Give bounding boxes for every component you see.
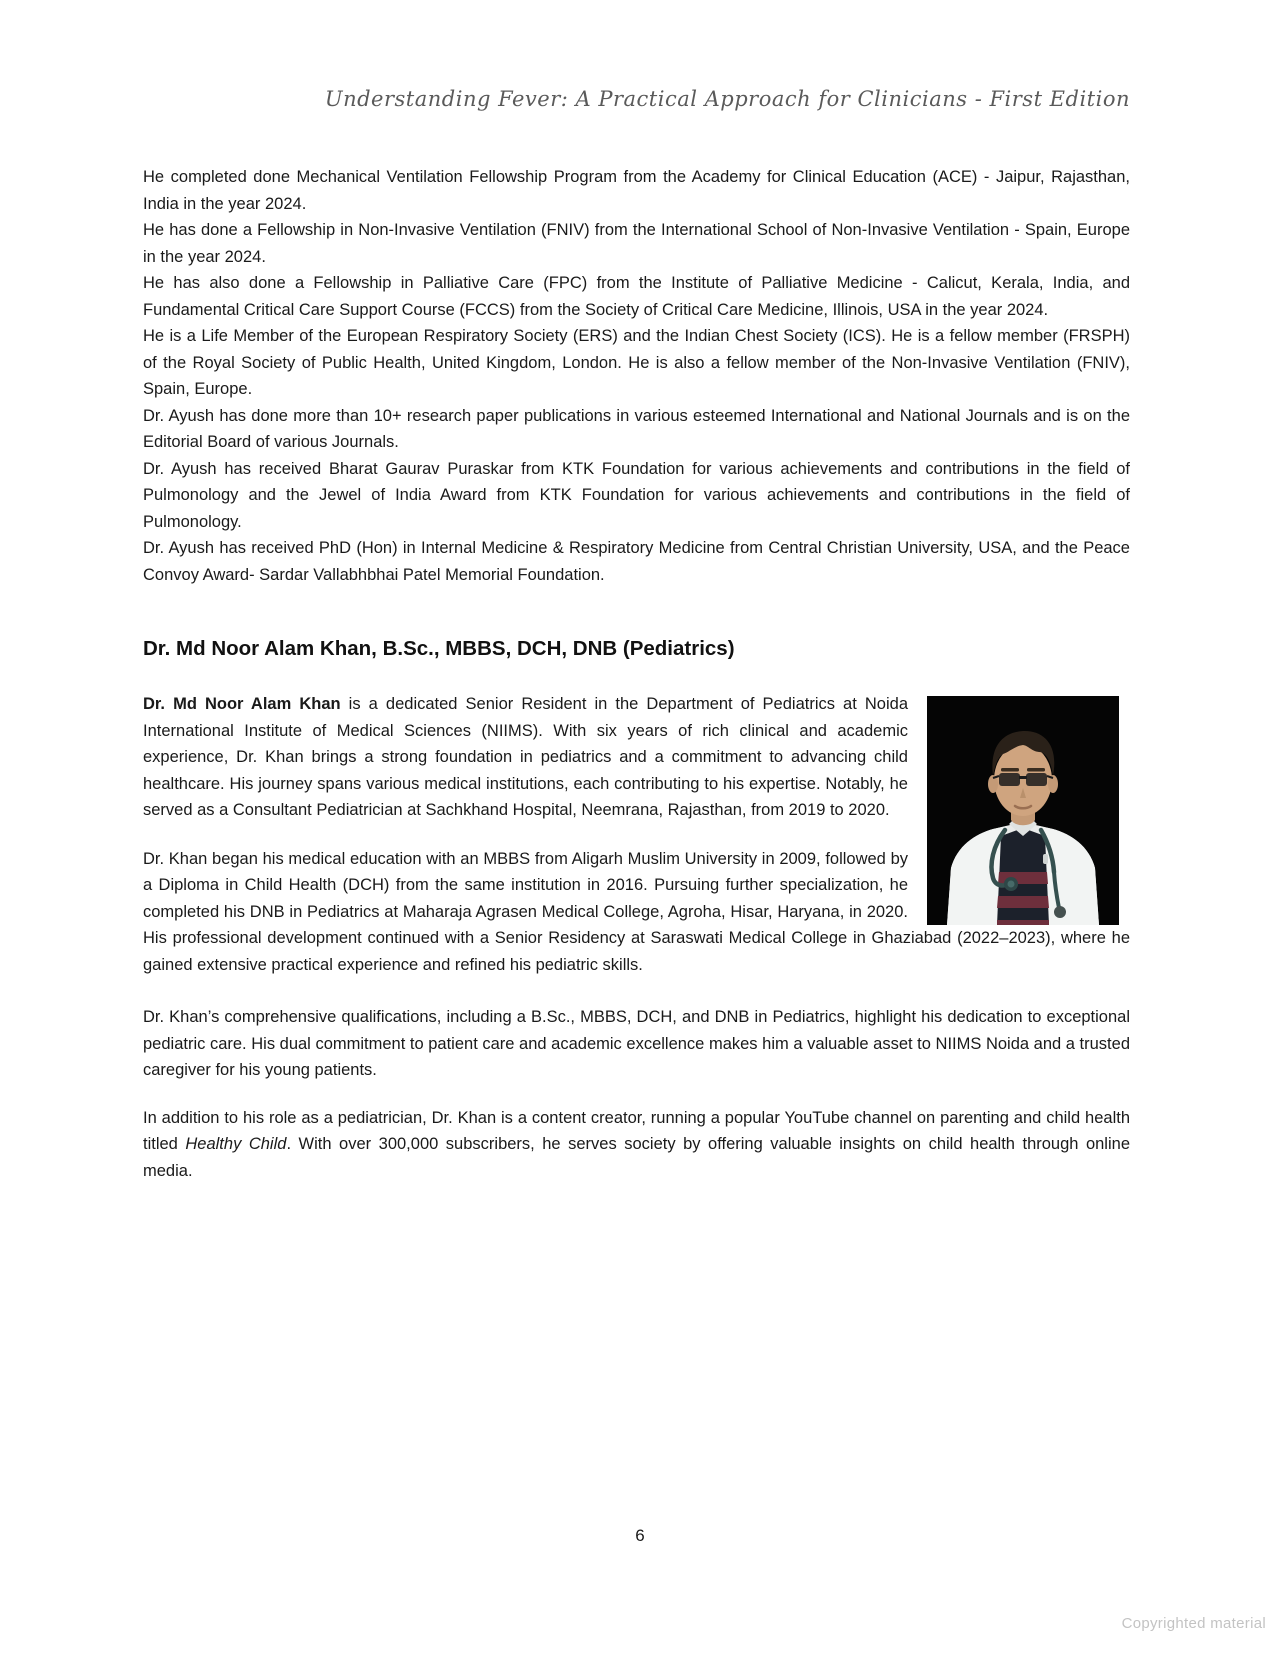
section-heading-dr-khan: Dr. Md Noor Alam Khan, B.Sc., MBBS, DCH, DNB (Pediatrics) — [143, 637, 735, 660]
youtube-channel-title: Healthy Child — [185, 1135, 287, 1153]
paragraph: Dr. Ayush has done more than 10+ research paper publications in various esteemed International and National Journals and is on the Editorial Board of various Journals. — [143, 406, 1130, 451]
bio-khan-paragraph-2: Dr. Khan began his medical education with an MBBS from Aligarh Muslim University in 2009, followed by a Diploma in Child Health (DCH) from the same institution in 2016. Pursuing further specialization, he completed his DNB in Pediatrics at Maharaja Agrasen Medical College, Agroha, Hisar, Haryana, in 2020. His professional development continued with a Senior Residency at Saraswati Medical College in Ghaziabad (2022–2023), where he gained extensive practical experience and refined his pediatric skills. — [143, 849, 1130, 974]
bio-khan-paragraph-3: Dr. Khan’s comprehensive qualifications, including a B.Sc., MBBS, DCH, and DNB in Pediatrics, highlight his dedication to exceptional pediatric care. His dual commitment to patient care and academic excellence makes him a valuable asset to NIIMS Noida and a trusted caregiver for his young patients. — [143, 1008, 1130, 1079]
paragraph: Dr. Ayush has received Bharat Gaurav Puraskar from KTK Foundation for various achievements and contributions in the field of Pulmonology and the Jewel of India Award from KTK Foundation for various achievements and contributions in the field of Pulmonology. — [143, 459, 1130, 531]
bio-khan-section — [143, 691, 1130, 1184]
paragraph: He completed done Mechanical Ventilation Fellowship Program from the Academy for Clinical Education (ACE) - Jaipur, Rajasthan, India in the year 2024. — [143, 168, 1130, 213]
paragraph: He has done a Fellowship in Non-Invasive Ventilation (FNIV) from the International School of Non-Invasive Ventilation - Spain, Europe in the year 2024. — [143, 221, 1130, 266]
copyright-notice: Copyrighted material — [1121, 1615, 1266, 1632]
paragraph: He has also done a Fellowship in Palliative Care (FPC) from the Institute of Palliative Medicine - Calicut, Kerala, India, and Fundamental Critical Care Support Course (FCCS) from the Society of Critical Care Medicine, Illinois, USA in the year 2024. — [143, 274, 1130, 319]
doctor-portrait-photo — [927, 696, 1119, 925]
page-number: 6 — [635, 1526, 645, 1545]
bio-khan-name-bold: Dr. Md Noor Alam Khan — [143, 695, 341, 713]
bio-khan-paragraph-4-post: . With over 300,000 subscribers, he serves society by offering valuable insights on child health through online media. — [143, 1135, 1130, 1180]
bio-ayush-section — [143, 164, 1130, 588]
bio-khan-paragraph-1-text: is a dedicated Senior Resident in the Department of Pediatrics at Noida International Institute of Medical Sciences (NIIMS). With six years of rich clinical and academic experience, Dr. Khan brings a strong foundation in pediatrics and a commitment to advancing child healthcare. His journey spans various medical institutions, each contributing to his expertise. Notably, he served as a Consultant Pediatrician at Sachkhand Hospital, Neemrana, Rajasthan, from 2019 to 2020. — [143, 695, 908, 819]
bio-khan-paragraph-4-pre: In addition to his role as a pediatrician, Dr. Khan is a content creator, running a popular YouTube channel on parenting and child health titled — [143, 1108, 1130, 1153]
paragraph: He is a Life Member of the European Respiratory Society (ERS) and the Indian Chest Society (ICS). He is a fellow member (FRSPH) of the Royal Society of Public Health, United Kingdom, London. He is also a fellow member of the Non-Invasive Ventilation (FNIV), Spain, Europe. — [143, 327, 1130, 398]
bio-khan-wrap-area — [143, 691, 1130, 978]
bio-khan-paragraph-4 — [143, 1105, 1130, 1185]
paragraph: Dr. Ayush has received PhD (Hon) in Internal Medicine & Respiratory Medicine from Central Christian University, USA, and the Peace Convoy Award- Sardar Vallabhbhai Patel Memorial Foundation. — [143, 539, 1130, 584]
running-header-title: Understanding Fever: A Practical Approach for Clinicians - First Edition — [324, 87, 1130, 111]
photo-float-box — [908, 691, 1130, 925]
